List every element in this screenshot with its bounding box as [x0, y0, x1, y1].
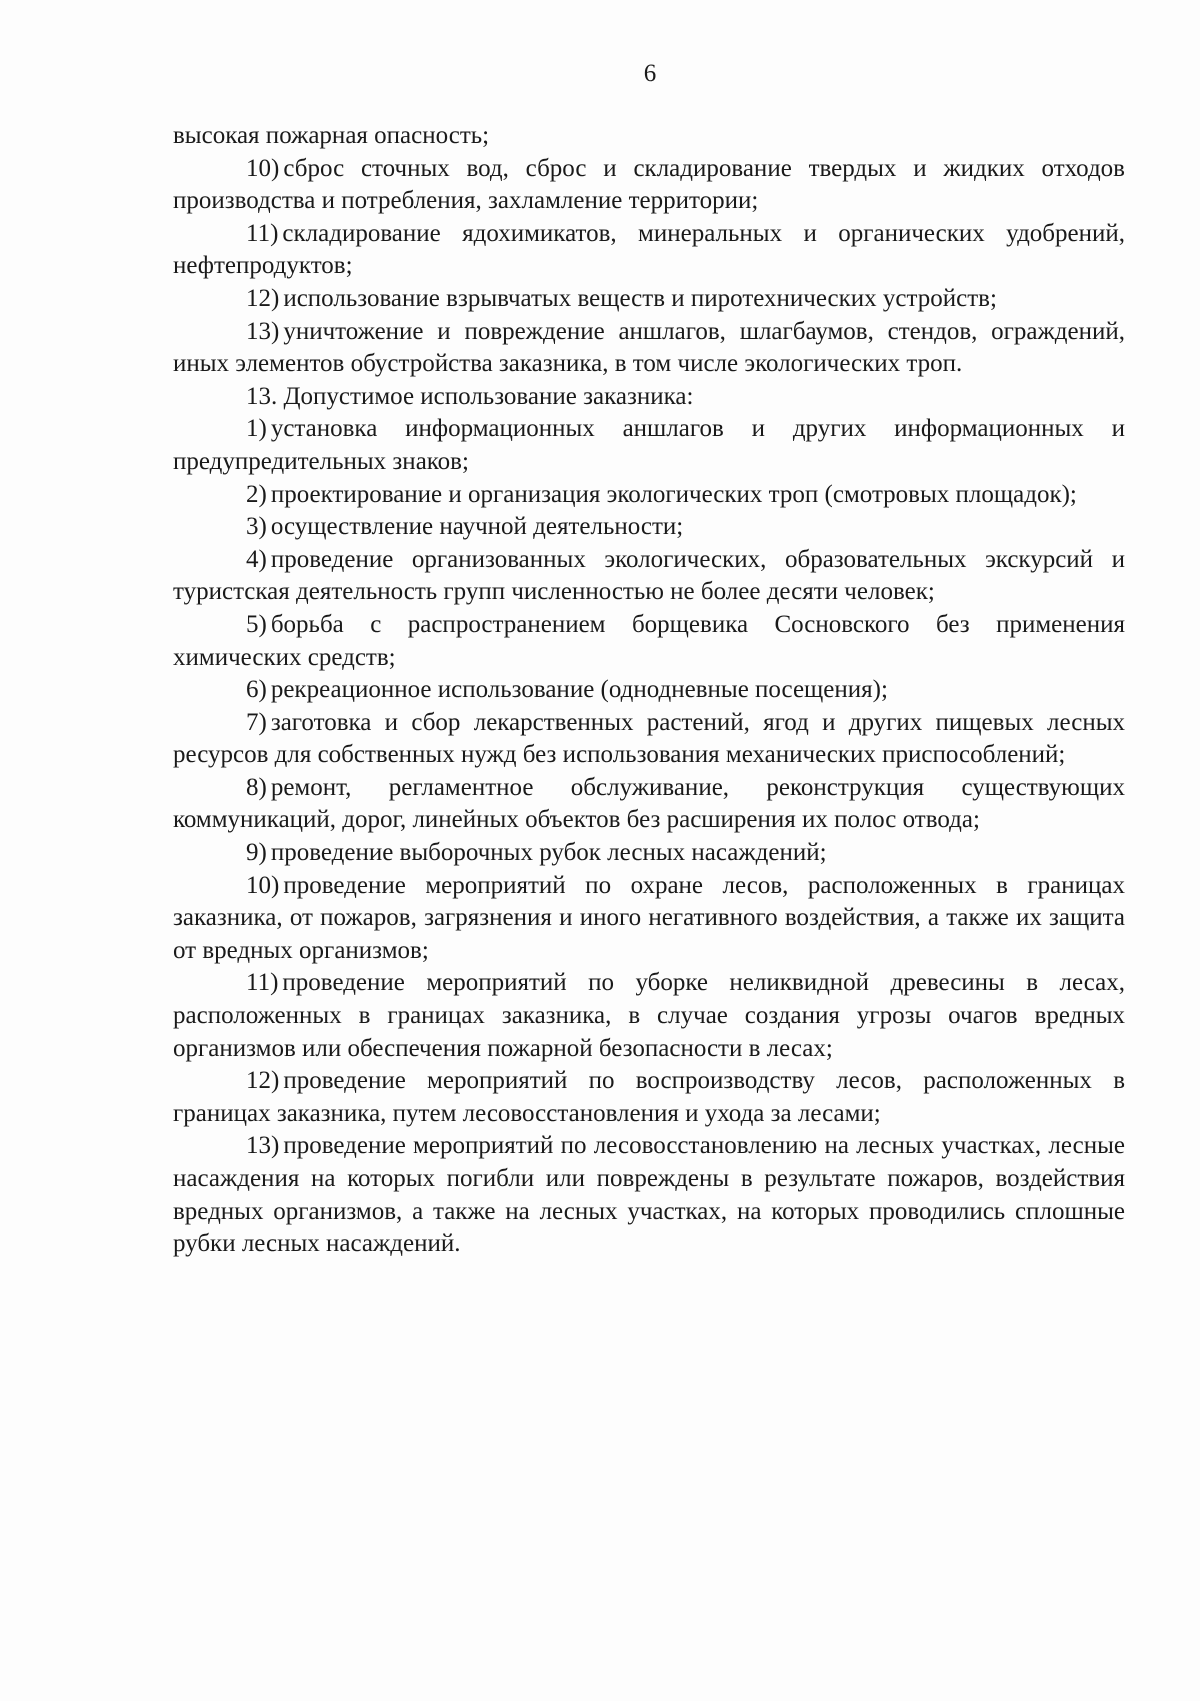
item-number: 13)	[246, 1132, 280, 1160]
item-text: проведение организованных экологических, образовательных экскурсий и туристская деятельность групп численностью не более десяти человек;	[173, 545, 1125, 606]
item-text: проектирование и организация экологических троп (смотровых площадок);	[270, 480, 1077, 508]
section-heading	[173, 381, 1125, 414]
item-number: 10)	[246, 871, 280, 899]
paragraph	[173, 120, 1125, 153]
paragraph	[173, 967, 1125, 1065]
paragraph	[173, 870, 1125, 968]
item-number: 11)	[246, 969, 279, 997]
item-text: проведение мероприятий по уборке неликвидной древесины в лесах, расположенных в границах заказника, в случае создания угрозы очагов вредных организмов или обеспечения пожарной безопасности в лесах;	[173, 969, 1125, 1062]
section-number: 13.	[246, 382, 278, 410]
document-body	[173, 120, 1125, 1261]
paragraph	[173, 674, 1125, 707]
item-number: 5)	[246, 610, 267, 638]
item-number: 12)	[246, 1067, 280, 1095]
item-number: 13)	[246, 317, 280, 345]
item-text: сброс сточных вод, сброс и складирование твердых и жидких отходов производства и потребления, захламление территории;	[173, 154, 1125, 215]
item-number: 4)	[246, 545, 267, 573]
paragraph	[173, 609, 1125, 674]
item-number: 3)	[246, 513, 267, 541]
item-text: проведение мероприятий по воспроизводству лесов, расположенных в границах заказника, путем лесовосстановления и ухода за лесами;	[173, 1067, 1125, 1127]
item-text: рекреационное использование (однодневные посещения);	[270, 676, 888, 704]
paragraph	[173, 316, 1125, 381]
item-number: 10)	[246, 154, 280, 182]
item-number: 7)	[246, 708, 267, 736]
paragraph	[173, 283, 1125, 316]
item-text: уничтожение и повреждение аншлагов, шлагбаумов, стендов, ограждений, иных элементов обустройства заказника, в том числе экологических троп.	[173, 317, 1125, 378]
item-text: проведение выборочных рубок лесных насаждений;	[270, 839, 827, 867]
item-text: проведение мероприятий по лесовосстановлению на лесных участках, лесные насаждения на которых погибли или повреждены в результате пожаров, воздействия вредных организмов, а также на лесных участках, на которых проводились сплошные рубки лесных насаждений.	[173, 1132, 1125, 1258]
paragraph	[173, 837, 1125, 870]
item-number: 12)	[246, 284, 280, 312]
item-number: 6)	[246, 676, 267, 704]
item-number: 11)	[246, 219, 279, 247]
item-text: установка информационных аншлагов и других информационных и предупредительных знаков;	[173, 415, 1125, 475]
paragraph	[173, 511, 1125, 544]
paragraph	[173, 1065, 1125, 1130]
paragraph	[173, 479, 1125, 512]
item-text: высокая пожарная опасность;	[173, 122, 490, 149]
item-text: борьба с распространением борщевика Сосновского без применения химических средств;	[173, 610, 1125, 671]
paragraph	[173, 218, 1125, 283]
section-title: Допустимое использование заказника:	[283, 382, 694, 410]
item-text: осуществление научной деятельности;	[270, 513, 684, 541]
item-text: проведение мероприятий по охране лесов, расположенных в границах заказника, от пожаров, загрязнения и иного негативного воздействия, а также их защита от вредных организмов;	[173, 871, 1125, 964]
paragraph	[173, 413, 1125, 478]
paragraph	[173, 772, 1125, 837]
paragraph	[173, 153, 1125, 218]
item-text: ремонт, регламентное обслуживание, реконструкция существующих коммуникаций, дорог, линейных объектов без расширения их полос отвода;	[173, 773, 1125, 834]
item-text: использование взрывчатых веществ и пиротехнических устройств;	[283, 284, 997, 312]
paragraph	[173, 1130, 1125, 1260]
item-number: 8)	[246, 773, 267, 801]
item-text: складирование ядохимикатов, минеральных и органических удобрений, нефтепродуктов;	[173, 219, 1125, 280]
item-number: 9)	[246, 839, 267, 867]
paragraph	[173, 707, 1125, 772]
item-text: заготовка и сбор лекарственных растений, ягод и других пищевых лесных ресурсов для собственных нужд без использования механических приспособлений;	[173, 708, 1125, 769]
item-number: 1)	[246, 415, 267, 443]
paragraph	[173, 544, 1125, 609]
item-number: 2)	[246, 480, 267, 508]
page-number: 6	[643, 60, 657, 87]
